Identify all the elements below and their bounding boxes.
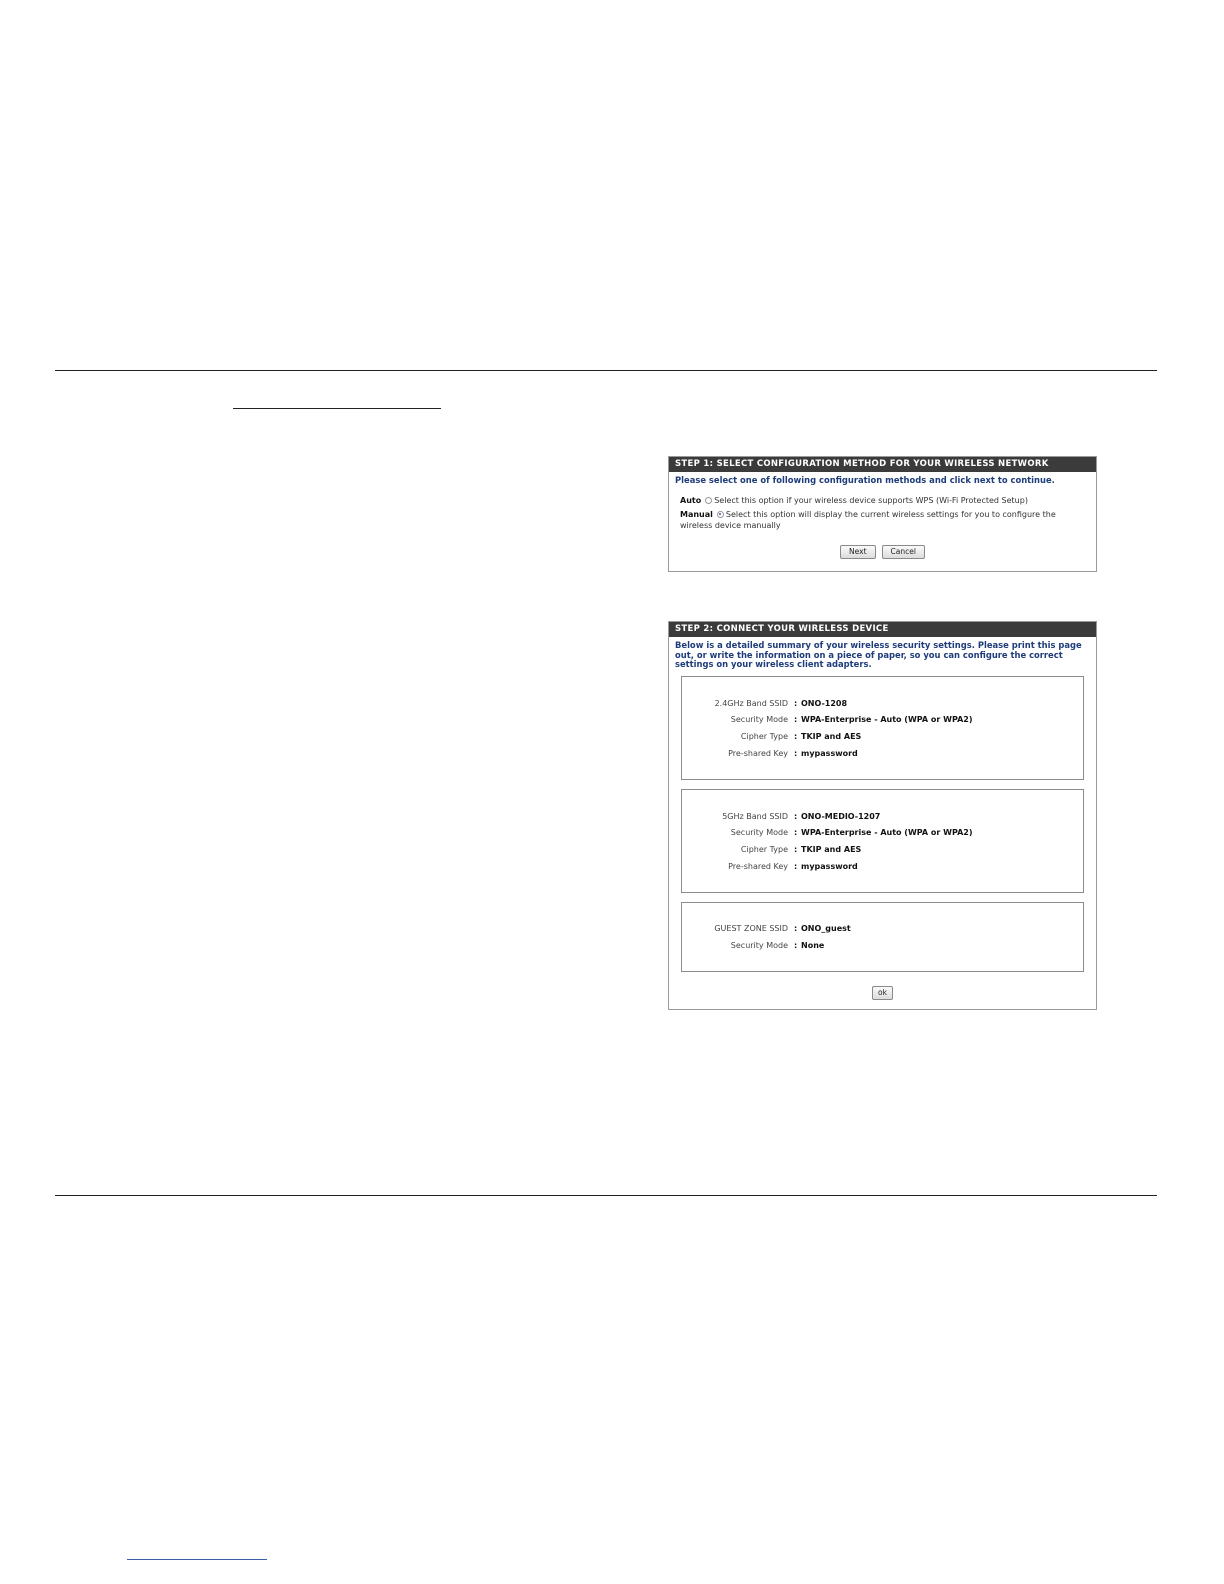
- top-divider: [55, 370, 1157, 371]
- separator: :: [794, 941, 798, 950]
- ok-button[interactable]: ok: [872, 986, 893, 1000]
- step1-buttons: [669, 539, 1096, 559]
- band24-ssid-value: ONO-1208: [801, 699, 848, 708]
- heading-underline: [233, 408, 441, 409]
- guest-summary: [681, 902, 1084, 972]
- guest-ssid-label: GUEST ZONE SSID: [714, 924, 788, 933]
- next-button[interactable]: Next: [840, 545, 875, 559]
- band24-psk-label: Pre-shared Key: [728, 749, 788, 758]
- footer-link-underline: [127, 1559, 267, 1560]
- auto-label: Auto: [680, 495, 702, 505]
- band24-cipher-label: Cipher Type: [740, 732, 788, 741]
- band24-summary: [681, 676, 1084, 780]
- band5-psk-label: Pre-shared Key: [728, 862, 788, 871]
- step1-header: STEP 1: SELECT CONFIGURATION METHOD FOR YOUR WIRELESS NETWORK: [669, 457, 1096, 472]
- separator: :: [794, 924, 798, 933]
- step2-header: STEP 2: CONNECT YOUR WIRELESS DEVICE: [669, 622, 1096, 637]
- step2-buttons: [669, 980, 1096, 1000]
- guest-security-label: Security Mode: [730, 941, 788, 950]
- step1-panel: [668, 456, 1097, 572]
- auto-option: [669, 495, 1096, 506]
- guest-ssid-value: ONO_guest: [801, 924, 851, 933]
- auto-description: Select this option if your wireless device supports WPS (Wi-Fi Protected Setup): [714, 495, 1028, 505]
- separator: :: [794, 732, 798, 741]
- manual-radio[interactable]: [717, 511, 724, 518]
- separator: :: [794, 828, 798, 837]
- separator: :: [794, 699, 798, 708]
- band24-ssid-label: 2.4GHz Band SSID: [714, 699, 788, 708]
- band5-psk-value: mypassword: [801, 862, 858, 871]
- band5-ssid-value: ONO-MEDIO-1207: [801, 812, 881, 821]
- separator: :: [794, 862, 798, 871]
- band5-security-value: WPA-Enterprise - Auto (WPA or WPA2): [801, 828, 973, 837]
- band5-security-label: Security Mode: [730, 828, 788, 837]
- bottom-divider: [55, 1195, 1157, 1196]
- step2-intro: Below is a detailed summary of your wireless security settings. Please print this page out, or write the information on a piece of paper, so you can configure the correct settings on your wireless client adapters.: [675, 640, 1082, 669]
- band5-ssid-label: 5GHz Band SSID: [722, 812, 788, 821]
- band24-psk-value: mypassword: [801, 749, 858, 758]
- band5-cipher-value: TKIP and AES: [801, 845, 862, 854]
- guest-security-value: None: [801, 941, 825, 950]
- separator: :: [794, 749, 798, 758]
- band24-security-label: Security Mode: [730, 715, 788, 724]
- separator: :: [794, 812, 798, 821]
- step1-intro: Please select one of following configuration methods and click next to continue.: [675, 475, 1055, 485]
- band24-security-value: WPA-Enterprise - Auto (WPA or WPA2): [801, 715, 973, 724]
- step2-panel: [668, 621, 1097, 1010]
- band5-cipher-label: Cipher Type: [740, 845, 788, 854]
- separator: :: [794, 845, 798, 854]
- auto-radio[interactable]: [705, 497, 712, 504]
- manual-option: [669, 509, 1096, 531]
- cancel-button[interactable]: Cancel: [882, 545, 925, 559]
- band24-cipher-value: TKIP and AES: [801, 732, 862, 741]
- manual-label: Manual: [680, 509, 713, 519]
- band5-summary: [681, 789, 1084, 893]
- separator: :: [794, 715, 798, 724]
- manual-description: Select this option will display the current wireless settings for you to configure the wireless device manually: [680, 509, 1056, 530]
